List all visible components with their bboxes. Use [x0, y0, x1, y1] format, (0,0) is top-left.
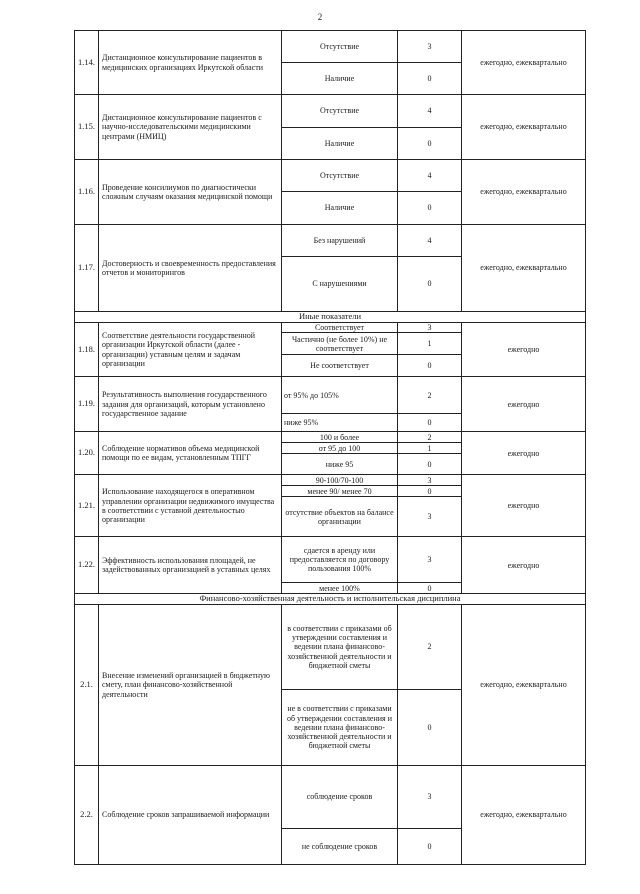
period: ежегодно — [462, 377, 586, 432]
score: 4 — [398, 225, 462, 257]
criterion: Без нарушений — [282, 225, 398, 257]
row-number: 2.2. — [75, 765, 99, 864]
indicator-name: Достоверность и своевременность предоставления отчетов и мониторингов — [99, 225, 282, 312]
criterion: сдается в аренду или предоставляется по договору пользования 100% — [282, 537, 398, 583]
row-number: 1.18. — [75, 323, 99, 377]
table-row — [75, 323, 586, 333]
page-number: 2 — [317, 12, 323, 22]
criterion: Наличие — [282, 192, 398, 225]
criterion: ниже 95 — [282, 454, 398, 475]
criterion: ниже 95% — [282, 414, 398, 432]
row-number: 1.20. — [75, 432, 99, 475]
score: 0 — [398, 63, 462, 95]
score: 0 — [398, 192, 462, 225]
criterion: С нарушениями — [282, 257, 398, 312]
criterion: в соответствии с приказами об утверждении составления и ведении плана финансово-хозяйственной деятельности и бюджетной сметы — [282, 604, 398, 689]
indicator-name: Соответствие деятельности государственной организации Иркутской области (далее - организации) уставным целям и задачам организации — [99, 323, 282, 377]
section-title: Иные показатели — [75, 312, 586, 323]
criterion: Не соответствует — [282, 355, 398, 377]
score: 0 — [398, 128, 462, 160]
row-number: 1.17. — [75, 225, 99, 312]
table-row — [75, 432, 586, 443]
table-row — [75, 160, 586, 192]
indicator-name: Использование находящегося в оперативном управлении организации недвижимого имущества в соответствии с уставной деятельностью организации — [99, 475, 282, 537]
section-title: Финансово-хозяйственная деятельность и исполнительская дисциплина — [75, 594, 586, 605]
score: 0 — [398, 257, 462, 312]
score: 1 — [398, 333, 462, 355]
score: 0 — [398, 583, 462, 594]
criterion: Частично (не более 10%) не соответствует — [282, 333, 398, 355]
indicator-name: Внесение изменений организацией в бюджетную смету, план финансово-хозяйственной деятельности — [99, 604, 282, 765]
score: 0 — [398, 828, 462, 864]
row-number: 1.15. — [75, 95, 99, 160]
table-row — [75, 31, 586, 63]
section-row — [75, 312, 586, 323]
table-row — [75, 95, 586, 128]
criterion: Наличие — [282, 128, 398, 160]
criterion: менее 90/ менее 70 — [282, 486, 398, 497]
indicator-name: Результативность выполнения государственного задания для организаций, которым установлено государственное задание — [99, 377, 282, 432]
table-row — [75, 765, 586, 828]
score: 0 — [398, 355, 462, 377]
criterion: 100 и более — [282, 432, 398, 443]
period: ежегодно — [462, 475, 586, 537]
score: 0 — [398, 414, 462, 432]
score: 3 — [398, 475, 462, 486]
table-row — [75, 604, 586, 689]
score: 4 — [398, 160, 462, 192]
score: 2 — [398, 377, 462, 414]
score: 0 — [398, 689, 462, 765]
criterion: Наличие — [282, 63, 398, 95]
score: 0 — [398, 454, 462, 475]
indicator-name: Дистанционное консультирование пациентов с научно-исследовательскими медицинскими центрами (НМИЦ) — [99, 95, 282, 160]
period: ежегодно, ежеквартально — [462, 225, 586, 312]
criterion: от 95 до 100 — [282, 443, 398, 454]
row-number: 1.16. — [75, 160, 99, 225]
score: 2 — [398, 604, 462, 689]
period: ежегодно, ежеквартально — [462, 95, 586, 160]
score: 3 — [398, 537, 462, 583]
row-number: 1.19. — [75, 377, 99, 432]
score: 3 — [398, 765, 462, 828]
period: ежегодно — [462, 537, 586, 594]
criterion: Отсутствие — [282, 160, 398, 192]
row-number: 1.14. — [75, 31, 99, 95]
criterion: Отсутствие — [282, 31, 398, 63]
score: 3 — [398, 497, 462, 537]
indicator-name: Эффективность использования площадей, не задействованных организацией в уставных целях — [99, 537, 282, 594]
period: ежегодно, ежеквартально — [462, 31, 586, 95]
period: ежегодно — [462, 323, 586, 377]
period: ежегодно, ежеквартально — [462, 604, 586, 765]
period: ежегодно, ежеквартально — [462, 765, 586, 864]
section-row — [75, 594, 586, 605]
score: 0 — [398, 486, 462, 497]
score: 2 — [398, 432, 462, 443]
row-number: 2.1. — [75, 604, 99, 765]
table-row — [75, 537, 586, 583]
score: 3 — [398, 31, 462, 63]
table-row — [75, 377, 586, 414]
score: 3 — [398, 323, 462, 333]
period: ежегодно — [462, 432, 586, 475]
table-row — [75, 225, 586, 257]
score: 4 — [398, 95, 462, 128]
criterion: менее 100% — [282, 583, 398, 594]
indicators-table — [74, 30, 586, 865]
criterion: Отсутствие — [282, 95, 398, 128]
criterion: отсутствие объектов на балансе организации — [282, 497, 398, 537]
period: ежегодно, ежеквартально — [462, 160, 586, 225]
criterion: 90-100/70-100 — [282, 475, 398, 486]
table-row — [75, 475, 586, 486]
criterion: не в соответствии с приказами об утверждении составления и ведении плана финансово- хозяйственной деятельности и бюджетной сметы — [282, 689, 398, 765]
criterion: Соответствует — [282, 323, 398, 333]
indicator-name: Проведение консилиумов по диагностически сложным случаям оказания медицинской помощи — [99, 160, 282, 225]
criterion: не соблюдение сроков — [282, 828, 398, 864]
indicator-name: Дистанционное консультирование пациентов в медицинских организациях Иркутской области — [99, 31, 282, 95]
row-number: 1.21. — [75, 475, 99, 537]
row-number: 1.22. — [75, 537, 99, 594]
score: 1 — [398, 443, 462, 454]
indicator-name: Соблюдение сроков запрашиваемой информации — [99, 765, 282, 864]
criterion: соблюдение сроков — [282, 765, 398, 828]
indicator-name: Соблюдение нормативов объема медицинской помощи по ее видам, установленным ТПГГ — [99, 432, 282, 475]
criterion: от 95% до 105% — [282, 377, 398, 414]
